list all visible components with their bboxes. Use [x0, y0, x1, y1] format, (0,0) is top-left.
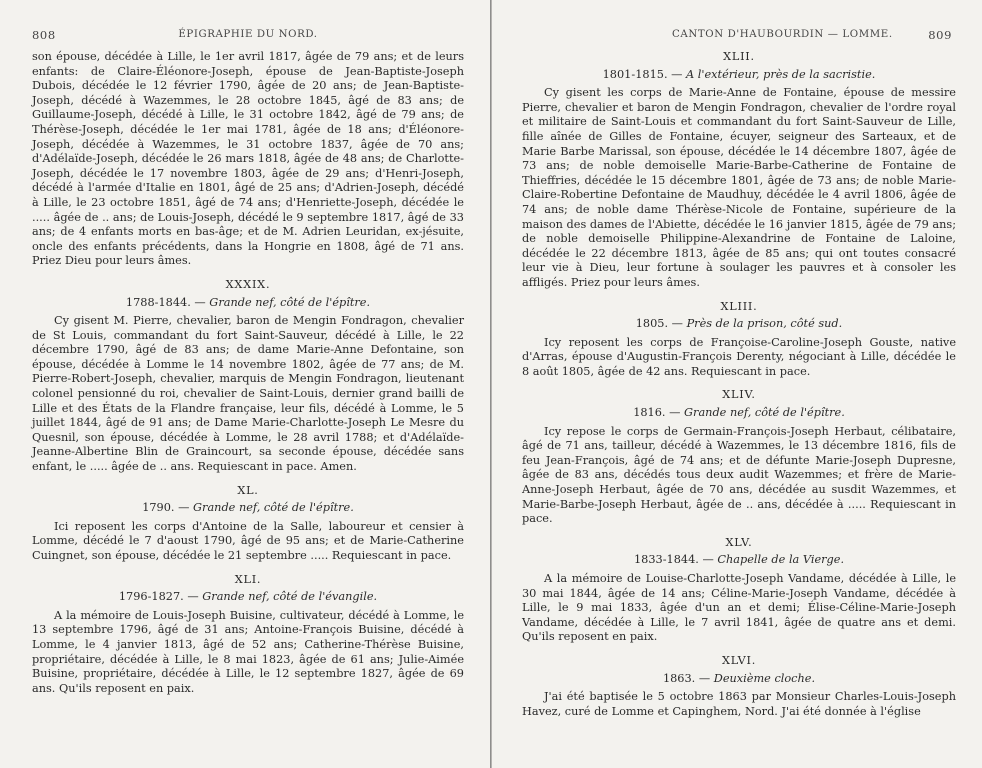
section-date: 1788-1844. — [125, 295, 191, 309]
section-number: XL. — [237, 483, 259, 497]
section-body: A la mémoire de Louise-Charlotte-Joseph Vandame, décédée à Lille, le 30 mai 1844, âgée de 14 ans; Céline-Marie-Joseph Vandame, décédée à Lille, le 9 mai 1833, âgée d'un an et demi; Élise-Céline-Marie-Joseph Vandame, décédée à Lille, le 7 avril 1841, âgée de quatre ans et demi. Qu'ils reposent en paix. — [522, 572, 956, 644]
section-date: 1801-1815. — [602, 67, 668, 81]
section-body: Icy repose le corps de Germain-François-Joseph Herbaut, célibataire, âgé de 71 ans, tailleur, décédé à Wazemmes, le 13 décembre 1816, fils de feu Jean-François, âgé de 74 ans; et de défunte Marie-Joseph Dupresne, âgée de 83 ans, décédés tous deux audit Wazemmes; et frère de Marie-Anne-Joseph Herbaut, âgée de 70 ans, décédée au susdit Wazemmes, et Marie-Barbe-Joseph Herbaut, âgée de .. ans, décédée à ..... Requiescant in pace. — [522, 424, 956, 526]
section-number: XLIII. — [720, 299, 758, 313]
section-date: 1796-1827. — [118, 590, 184, 604]
section-place: Chapelle de la Vierge. — [717, 553, 845, 567]
right-text-block — [522, 50, 956, 719]
section-number: XLI. — [234, 572, 262, 586]
section-subheading: 1805. — Près de la prison, côté sud. — [635, 317, 843, 331]
section-date: 1790. — [142, 501, 175, 515]
section-date: 1833-1844. — [633, 553, 699, 567]
section-subheading: 1788-1844. — Grande nef, côté de l'épître. — [125, 295, 371, 309]
left-text-block — [32, 50, 464, 696]
section-body: Cy gisent M. Pierre, chevalier, baron de Mengin Fondragon, chevalier de St Louis, commandant du fort Saint-Sauveur, décédé à Lille, le 22 décembre 1790, âgé de 83 ans; de dame Marie-Anne Defontaine, son épouse, décédée à Lomme le 14 novembre 1802, âgée de 77 ans; de M. Pierre-Robert-Joseph, chevalier, marquis de Mengin Fondragon, lieutenant colonel pensionné du roi, chevalier de Saint-Louis, dernier grand bailli de Lille et des États de la Flandre française, leur fils, décédé à Lomme, le 5 juillet 1844, âgé de 91 ans; de Dame Marie-Charlotte-Joseph Le Mesre du Quesnil, son épouse, décédée à Lomme, le 28 avril 1788; et d'Adélaïde-Jeanne-Albertine Blin de Graincourt, sa seconde épouse, décédée sans enfant, le ..... âgée de .. ans. Requiescant in pace. Amen. — [32, 314, 464, 474]
section-subheading: 1816. — Grande nef, côté de l'épître. — [633, 406, 845, 420]
right-page — [492, 0, 982, 768]
continuation-paragraph: son épouse, décédée à Lille, le 1er avril 1817, âgée de 79 ans; et de leurs enfants: de Claire-Éléonore-Joseph, épouse de Jean-Baptiste-Joseph Dubois, décédée le 12 février 1790, âgée de 20 ans; de Jean-Baptiste-Joseph, décédé à Wazemmes, le 28 octobre 1845, âgé de 83 ans; de Guillaume-Joseph, décédé à Lille, le 31 octobre 1842, âgé de 79 ans; de Thérèse-Joseph, décédée le 1er mai 1781, âgée de 18 ans; d'Éléonore-Joseph, décédée à Wazemmes, le 31 octobre 1837, âgée de 70 ans; d'Adélaïde-Joseph, décédée le 26 mars 1818, âgée de 48 ans; de Charlotte-Joseph, décédée le 17 novembre 1803, âgée de 29 ans; d'Henri-Joseph, décédé à l'armée d'Italie en 1801, âgé de 25 ans; d'Adrien-Joseph, décédé à Lille, le 23 octobre 1851, âgé de 74 ans; d'Henriette-Joseph, décédée le ..... âgée de .. ans; de Louis-Joseph, décédé le 9 septembre 1817, âgé de 33 ans; de 4 enfants morts en bas-âge; et de M. Adrien Leuridan, ex-jésuite, oncle des enfants précédents, dans la Hongrie en 1808, âgé de 71 ans. Priez Dieu pour leurs âmes. — [32, 50, 464, 268]
left-page — [0, 0, 490, 768]
section-date: 1816. — [633, 406, 666, 420]
section-body: Icy reposent les corps de Françoise-Caroline-Joseph Gouste, native d'Arras, épouse d'Augustin-François Derenty, négociant à Lille, décédée le 8 août 1805, âgée de 42 ans. Requiescant in pace. — [522, 335, 956, 378]
right-running-title: CANTON D'HAUBOURDIN — LOMME. — [672, 29, 893, 40]
section-body: Cy gisent les corps de Marie-Anne de Fontaine, épouse de messire Pierre, chevalier et baron de Mengin Fondragon, chevalier de l'ordre royal et militaire de Saint-Louis et commandant du fort Saint-Sauveur de Lille, fille aînée de Gilles de Fontaine, écuyer, seigneur des Sarteaux, et de Marie Barbe Marissal, son épouse, décédée le 14 décembre 1807, âgée de 73 ans; de noble demoiselle Marie-Barbe-Catherine de Fontaine de Thieffries, décédée le 15 décembre 1801, âgée de 73 ans; de noble Marie-Claire-Robertine Defontaine de Maudhuy, décédée le 4 avril 1806, âgée de 74 ans; de noble dame Thérèse-Nicole de Fontaine, supérieure de la maison des dames de l'Abiette, décédée le 16 janvier 1815, âgée de 79 ans; de noble demoiselle Philippine-Alexandrine de Fontaine de Laloine, décédée le 22 décembre 1813, âgée de 85 ans; qui ont toutes consacré leur vie à Dieu, leur fortune à soulager les pauvres et à consoler les affligés. Priez pour leurs âmes. — [522, 86, 956, 289]
section-subheading: 1801-1815. — A l'extérieur, près de la sacristie. — [602, 67, 876, 81]
section-place: A l'extérieur, près de la sacristie. — [686, 67, 876, 81]
section-number: XLVI. — [721, 653, 757, 667]
section-date: 1805. — [635, 317, 669, 331]
section-place: Près de la prison, côté sud. — [686, 317, 843, 331]
section-subheading: 1833-1844. — Chapelle de la Vierge. — [633, 553, 845, 567]
section-place: Grande nef, côté de l'épître. — [193, 501, 354, 515]
left-running-head — [32, 28, 464, 50]
section-number: XLIV. — [722, 388, 756, 402]
section-body: A la mémoire de Louis-Joseph Buisine, cultivateur, décédé à Lomme, le 13 septembre 1796, âgé de 31 ans; Antoine-François Buisine, décédé à Lomme, le 4 janvier 1813, âgé de 52 ans; Catherine-Thérèse Buisine, propriétaire, décédée à Lille, le 8 mai 1823, âgée de 61 ans; Julie-Aimée Buisine, propriétaire, décédée à Lille, le 12 septembre 1827, âgée de 69 ans. Qu'ils reposent en paix. — [32, 608, 464, 695]
left-page-number: 808 — [32, 28, 56, 42]
section-date: 1863. — [662, 671, 696, 685]
section-subheading: 1796-1827. — Grande nef, côté de l'évangile. — [118, 590, 378, 604]
section-number: XLII. — [723, 50, 755, 63]
section-place: Grande nef, côté de l'évangile. — [202, 590, 378, 604]
section-place: Grande nef, côté de l'épître. — [209, 295, 371, 309]
section-body: Ici reposent les corps d'Antoine de la Salle, laboureur et censier à Lomme, décédé le 7 d'aoust 1790, âgé de 95 ans; et de Marie-Catherine Cuingnet, son épouse, décédée le 21 septembre ..... Requiescant in pace. — [32, 519, 464, 562]
section-number: XXXIX. — [225, 277, 271, 291]
section-place: Deuxième cloche. — [713, 671, 816, 685]
right-running-head — [522, 28, 956, 50]
left-running-title: ÉPIGRAPHIE DU NORD. — [178, 29, 318, 40]
right-page-number: 809 — [928, 28, 952, 42]
section-place: Grande nef, côté de l'épître. — [684, 406, 845, 420]
section-subheading: 1863. — Deuxième cloche. — [662, 671, 816, 685]
section-body: J'ai été baptisée le 5 octobre 1863 par Monsieur Charles-Louis-Joseph Havez, curé de Lomme et Capinghem, Nord. J'ai été donnée à l'église — [522, 690, 956, 718]
section-subheading: 1790. — Grande nef, côté de l'épître. — [142, 501, 354, 515]
section-number: XLV. — [725, 535, 753, 549]
